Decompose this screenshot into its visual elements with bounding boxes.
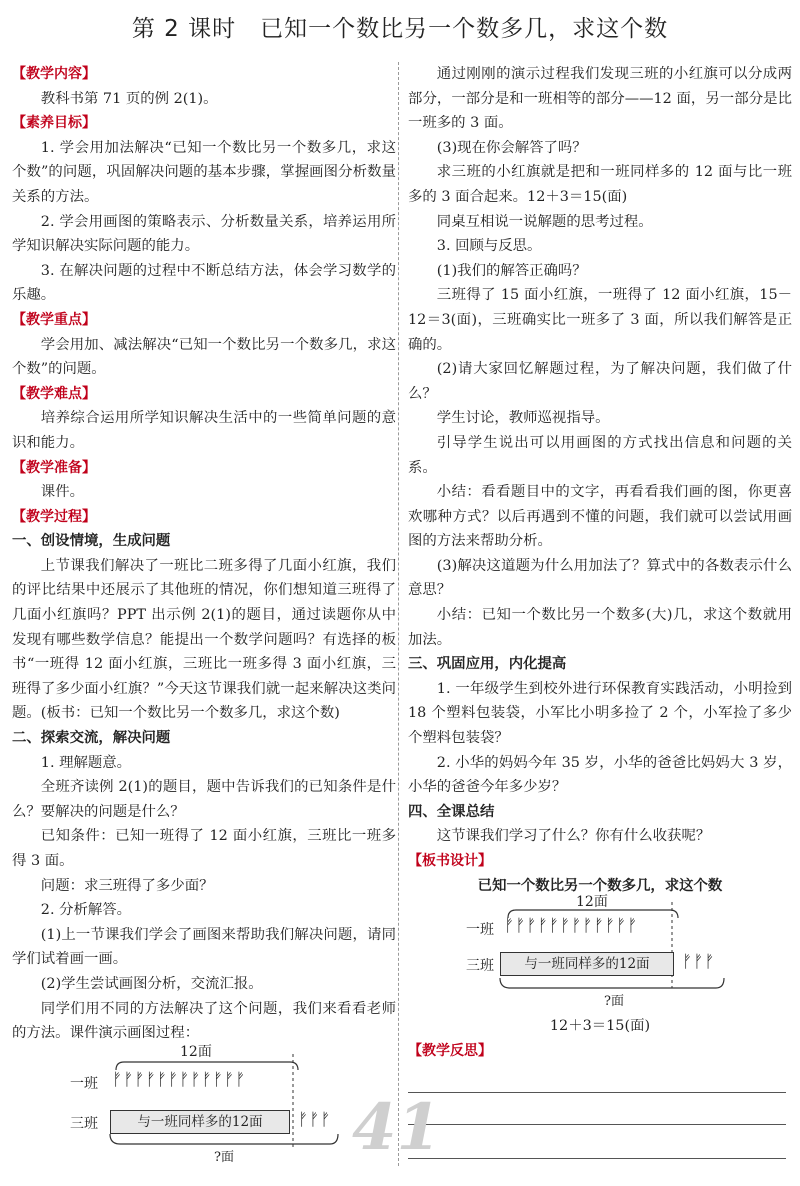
paragraph: 小结：已知一个数比另一个数多(大)几，求这个数就用加法。 [408,607,792,648]
page-title: 第 2 课时 已知一个数比另一个数多几，求这个数 [131,16,669,42]
section-tag-key: 【教学重点】 [12,311,96,328]
section-tag-reflection: 【教学反思】 [408,1042,492,1059]
paragraph: (3)现在你会解答了吗？ [436,139,587,156]
answer-line [408,1092,786,1093]
paragraph: 培养综合运用所学知识解决生活中的一些简单问题的意识和能力。 [12,410,396,451]
paragraph: 课件。 [40,484,84,501]
board-extra-flags: ᚠᚠᚠ [682,952,716,973]
section-tag-goals: 【素养目标】 [12,115,96,132]
paragraph: 三班得了 15 面小红旗，一班得了 12 面小红旗，15－12＝3(面)，三班确实比一班多了 3 面，所以我们解答是正确的。 [408,287,792,353]
paragraph: 2. 小华的妈妈今年 35 岁，小华的爸爸比妈妈大 3 岁，小华的爸爸今年多少岁？ [408,754,792,796]
board-row1-flags: ᚠᚠᚠᚠᚠᚠᚠᚠᚠᚠᚠᚠ [504,916,639,937]
left-column [12,62,396,1168]
answer-line [408,1124,786,1125]
paragraph: 引导学生说出可以用画图的方式找出信息和问题的关系。 [408,434,792,476]
section-heading: 三、巩固应用，内化提高 [408,656,567,673]
paragraph: 问题：求三班得了多少面？ [40,877,214,894]
extra-flags: ᚠᚠᚠ [298,1109,332,1130]
paragraph: 全班齐读例 2(1)的题目，题中告诉我们的已知条件是什么？要解决的问题是什么？ [12,779,396,820]
paragraph: 教科书第 71 页的例 2(1)。 [40,90,218,107]
total-label: 12面 [180,1043,212,1060]
board-same-amount-box: 与一班同样多的12面 [500,952,674,976]
paragraph: 上节课我们解决了一班比二班多得了几面小红旗，我们的评比结果中还展示了其他班的情况，你们想知道三班得了几面小红旗吗？PPT 出示例 2(1)的题目，通过读题你从中发现有哪些数学信息？能提出一个数学问题吗？有选择的板书“一班得 12 面小红旗，三班比一班多得 3 面小红旗，三班得了多少面小红旗？”今天这节课我们就一起来解决这类问题。(板书：已知一个数比另一个数多几，求这个数) [12,557,396,722]
board-row1-label: 一班 [466,922,494,939]
paragraph: (1)上一节课我们学会了画图来帮助我们解决问题，请同学们试着画一画。 [12,926,396,968]
column-divider [398,62,399,1166]
diagram-lines [12,1048,396,1168]
paragraph: (2)请大家回忆解题过程，为了解决问题，我们做了什么？ [408,361,792,402]
paragraph: 同桌互相说一说解题的思考过程。 [436,213,653,230]
row1-label: 一班 [70,1075,98,1092]
board-formula: 12＋3＝15(面) [549,1018,651,1035]
paragraph: 学会用加、减法解决“已知一个数比另一个数多几，求这个数”的问题。 [12,336,396,378]
paragraph: 学生讨论，教师巡视指导。 [436,410,610,427]
board-row3-label: 三班 [466,958,494,975]
section-heading: 一、创设情境，生成问题 [12,533,171,550]
paragraph: 通过刚刚的演示过程我们发现三班的小红旗可以分成两部分，一部分是和一班相等的部分——12 面，另一部分是比一班多的 3 面。 [408,66,792,132]
row1-flags: ᚠᚠᚠᚠᚠᚠᚠᚠᚠᚠᚠᚠ [112,1069,247,1090]
row3-label: 三班 [70,1115,98,1132]
section-heading: 二、探索交流，解决问题 [12,730,171,747]
paragraph: 2. 学会用画图的策略表示、分析数量关系，培养运用所学知识解决实际问题的能力。 [12,213,396,255]
page-number: 41 [352,1090,442,1165]
unknown-label: ?面 [214,1149,234,1165]
paragraph: (2)学生尝试画图分析，交流汇报。 [40,975,263,992]
paragraph: 3. 在解决问题的过程中不断总结方法，体会学习数学的乐趣。 [12,262,396,304]
paragraph: 小结：看看题目中的文字，再看看我们画的图，你更喜欢哪种方式？以后再遇到不懂的问题，我们就可以尝试用画图的方法来帮助分析。 [408,484,792,550]
paragraph: (1)我们的解答正确吗？ [436,262,587,279]
paragraph: 1. 理解题意。 [40,754,132,771]
right-column [408,62,792,1063]
paragraph: 这节课我们学习了什么？你有什么收获呢？ [436,828,711,845]
paragraph: (3)解决这道题为什么用加法了？算式中的各数表示什么意思？ [408,557,792,599]
section-tag-board: 【板书设计】 [408,853,492,869]
section-heading: 四、全课总结 [408,803,495,820]
board-unknown-label: ?面 [604,994,624,1010]
flag-diagram [12,1043,396,1168]
paragraph: 2. 分析解答。 [40,902,132,919]
section-tag-prep: 【教学准备】 [12,459,96,476]
section-tag-process: 【教学过程】 [12,508,96,525]
paragraph: 求三班的小红旗就是把和一班同样多的 12 面与比一班多的 3 面合起来。12＋3＝15(面) [408,164,792,205]
answer-line [408,1158,786,1159]
board-total-label: 12面 [576,894,608,911]
board-title: 已知一个数比另一个数多几，求这个数 [477,877,723,894]
paragraph: 已知条件：已知一班得了 12 面小红旗，三班比一班多得 3 面。 [12,828,396,869]
paragraph: 同学们用不同的方法解决了这个问题，我们来看看老师的方法。课件演示画图过程： [12,1000,396,1042]
paragraph: 1. 一年级学生到校外进行环保教育实践活动，小明捡到 18 个塑料包装袋，小军比小明多捡了 2 个，小军捡了多少个塑料包装袋？ [408,680,792,747]
paragraph: 3. 回顾与反思。 [436,238,542,255]
paragraph: 1. 学会用加法解决“已知一个数比另一个数多几，求这个数”的问题，巩固解决问题的基本步骤，掌握画图分析数量关系的方法。 [12,139,396,205]
section-tag-content: 【教学内容】 [12,66,96,82]
board-flag-diagram [408,894,792,1010]
same-amount-box: 与一班同样多的12面 [110,1110,290,1134]
section-tag-difficulty: 【教学难点】 [12,385,96,402]
